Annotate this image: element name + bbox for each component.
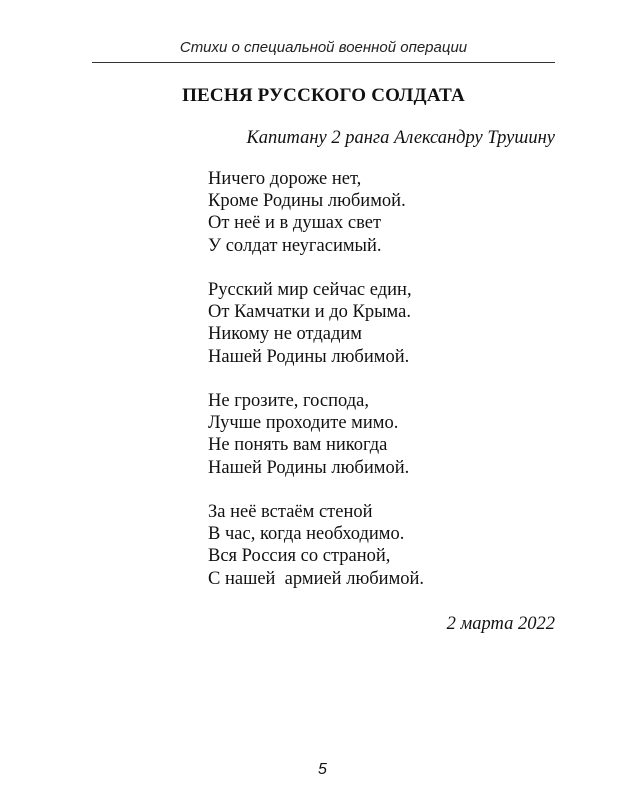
poem-date: 2 марта 2022 xyxy=(446,614,555,634)
poem-body xyxy=(208,168,548,612)
poem-line: Не грозите, господа, xyxy=(208,391,369,411)
poem-line: От неё и в душах свет xyxy=(208,213,382,234)
poem-line: Ничего дороже нет, xyxy=(208,169,362,189)
stanza-2 xyxy=(208,279,548,368)
page-number: 5 xyxy=(318,761,327,778)
poem-line: Лучше проходите мимо. xyxy=(208,413,399,434)
poem-line: Русский мир сейчас един, xyxy=(208,280,412,300)
poem-line: Вся Россия со страной, xyxy=(208,546,391,567)
poem-line: В час, когда необходимо. xyxy=(208,524,405,545)
poem-line: С нашей армией любимой. xyxy=(208,568,425,589)
header-rule xyxy=(92,62,555,63)
poem-line: Кроме Родины любимой. xyxy=(208,191,406,212)
stanza-1 xyxy=(208,168,548,257)
poem-title: ПЕСНЯ РУССКОГО СОЛДАТА xyxy=(182,85,465,106)
running-head: Стихи о специальной военной операции xyxy=(179,39,468,56)
stanza-3 xyxy=(208,390,548,479)
poem-line: У солдат неугасимый. xyxy=(208,235,382,256)
poem-dedication: Капитану 2 ранга Александру Трушину xyxy=(246,128,555,148)
poem-line: От Камчатки и до Крыма. xyxy=(208,302,411,323)
poem-line: Не понять вам никогда xyxy=(208,435,388,456)
stanza-4 xyxy=(208,501,548,590)
poem-line: Нашей Родины любимой. xyxy=(208,457,410,478)
poem-line: Нашей Родины любимой. xyxy=(208,346,410,367)
poem-line: За неё встаём стеной xyxy=(208,502,373,522)
poem-line: Никому не отдадим xyxy=(208,324,363,345)
